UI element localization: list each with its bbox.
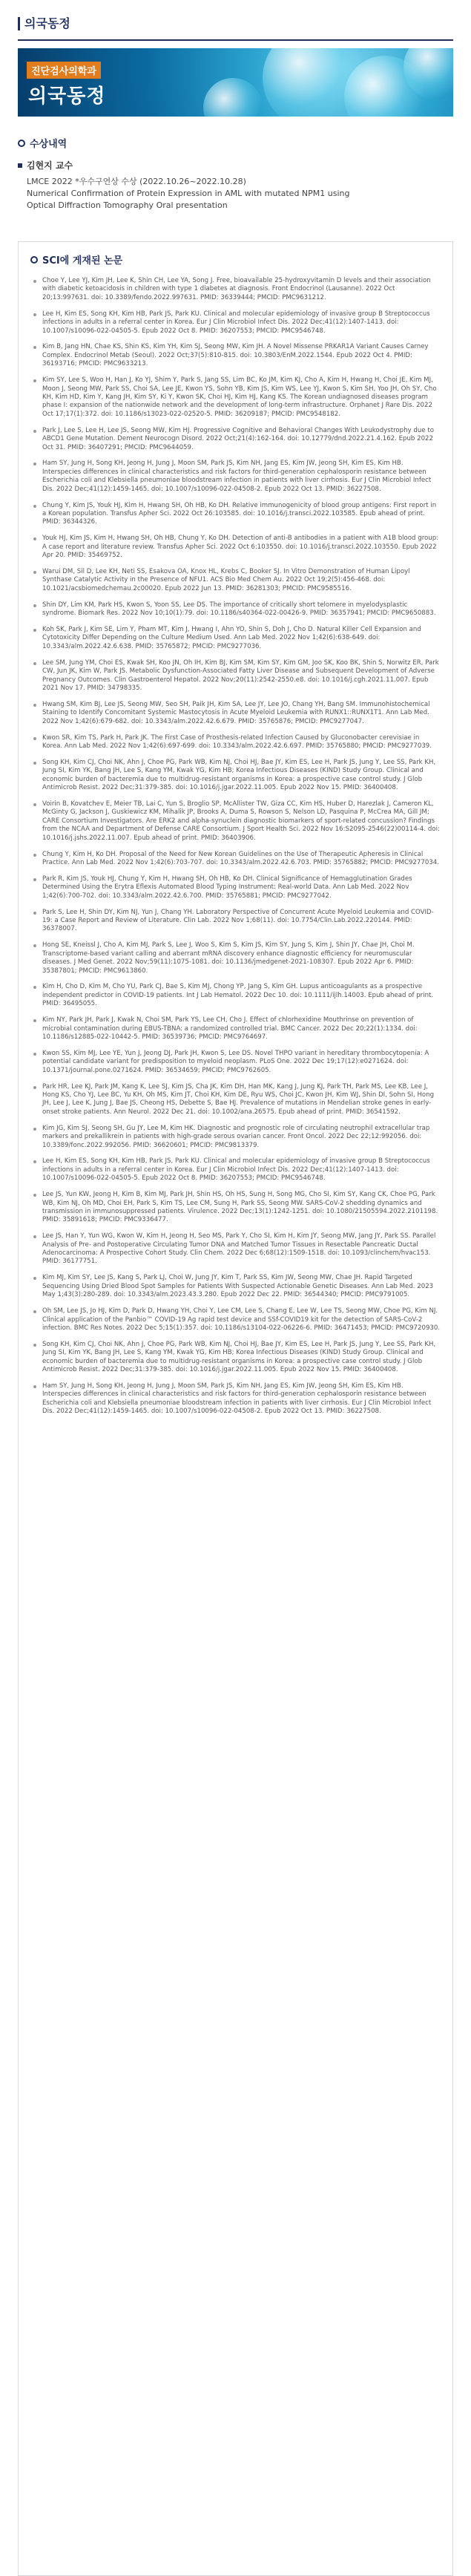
reference-item: Kim NY, Park JH, Park J, Kwak N, Choi SM, Park YS, Lee CH, Cho J. Effect of chlorhexidine Mouthrinse on prevention of microbial contamination during EBUS-TBNA: a randomized controlled trial. BMC Cancer. 2022 Dec 20;22(1):1334. doi: 10.1186/s12885-022-10442-5. PMID: 36539736; PMCID: PMC9764697. — [33, 1016, 441, 1042]
sci-heading-text: SCI에 게재된 논문 — [42, 255, 123, 267]
reference-item: Warui DM, Sil D, Lee KH, Neti SS, Esakova OA, Knox HL, Krebs C, Booker SJ. In Vitro Demonstration of Human Lipoyl Synthase Catalytic Activity in the Presence of NFU1. ACS Bio Med Chem Au. 2022 Oct 19;2(5):456-468. doi: 10.1021/acsbiomedchemau.2c00020. Epub 2022 Jun 13. PMID: 36281303; PMCID: PMC9585516. — [33, 568, 441, 593]
award-detail — [18, 176, 453, 212]
title-divider — [18, 39, 453, 41]
reference-item: Lee JS, Han Y, Yun WG, Kwon W, Kim H, Jeong H, Seo MS, Park Y, Cho SI, Kim H, Kim JY, Seong MW, Jang JY, Park SS. Parallel Analysis of Pre- and Postoperative Circulating Tumor DNA and Matched Tumor Tissues in Resectable Pancreatic Ductal Adenocarcinoma: A Prospective Cohort Study. Clin Chem. 2022 Dec 6;68(12):1509-1518. doi: 10.1093/clinchem/hvac153. PMID: 36177751. — [33, 1232, 441, 1266]
page-header — [0, 0, 471, 39]
reference-item: Choe Y, Lee YJ, Kim JH, Lee K, Shin CH, Lee YA, Song J. Free, bioavailable 25-hydroxyvitamin D levels and their association with diabetic ketoacidosis in children with type 1 diabetes at diagnosis. Front Endocrinol (Lausanne). 2022 Oct 20;13:997631. doi: 10.3389/fendo.2022.997631. PMID: 36339444; PMCID: PMC9631212. — [33, 277, 441, 302]
reference-item: Kim B, Jang HN, Chae KS, Shin KS, Kim YH, Kim SJ, Seong MW, Kim JH. A Novel Missense PRKAR1A Variant Causes Carney Complex. Endocrinol Metab (Seoul). 2022 Oct;37(5):810-815. doi: 10.3803/EnM.2022.1544. Epub 2022 Oct 4. PMID: 36193716; PMCID: PMC9633213. — [33, 343, 441, 368]
reference-item: Lee H, Kim ES, Song KH, Kim HB, Park JS, Park KU. Clinical and molecular epidemiology of invasive group B Streptococcus infections in adults in a referral center in Korea. Eur J Clin Microbiol Infect Dis. 2022 Dec;41(12):1407-1413. doi: 10.1007/s10096-022-04505-5. Epub 2022 Oct 8. PMID: 36207553; PMCID: PMC9546748. — [33, 310, 441, 336]
banner — [18, 48, 453, 117]
sci-heading — [30, 252, 441, 267]
awards-heading-text: 수상내역 — [30, 139, 67, 150]
banner-title: 의국동정 — [28, 85, 106, 108]
banner-tag: 진단검사의학과 — [27, 62, 101, 79]
awards-heading — [18, 136, 453, 150]
awards-section — [0, 136, 471, 212]
cell-graphic — [203, 78, 263, 117]
award-detail-line: Optical Diffraction Tomography Oral presentation — [27, 200, 228, 210]
reference-item: Song KH, Kim CJ, Choi NK, Ahn J, Choe PG, Park WB, Kim NJ, Choi HJ, Bae JY, Kim ES, Lee H, Park JS, Jung Y, Lee SS, Park KH, Jung SI, Kim YK, Bang JH, Lee S, Kang YM, Kwak YG, Kim HB; Korea Infectious Diseases (KIND) Study Group. Clinical and economic burden of bacteremia due to multidrug-resistant organisms in Korea: a prospective case control study. J Glob Antimicrob Resist. 2022 Dec;31:379-385. doi: 10.1016/j.jgar.2022.11.005. Epub 2022 Nov 15. PMID: 36400408. — [33, 1341, 441, 1375]
reference-item: Oh SM, Lee JS, Jo HJ, Kim D, Park D, Hwang YH, Choi Y, Lee CM, Lee S, Chang E, Lee W, Lee TS, Seong MW, Choe PG, Kim NJ. Clinical application of the Panbio™ COVID-19 Ag rapid test device and SSf-COVID19 kit for the detection of SARS-CoV-2 infection. BMC Res Notes. 2022 Dec 5;15(1):357. doi: 10.1186/s13104-022-06226-6. PMID: 36471453; PMCID: PMC9720930. — [33, 1307, 441, 1333]
reference-item: Voirin B, Kovatchev E, Meier TB, Lai C, Yun S, Broglio SP, McAllister TW, Giza CC, Kim HS, Huber D, Harezlak J, Cameron KL, McGinty G, Jackson J, Guskiewicz KM, Mihalik JP, Brooks A, Duma S, Rowson S, Nelson LD, Pasquina P, McCrea MA, Gill JM; CARE Consortium Investigators. Are ERK2 and alpha-synuclein diagnostic biomarkers of sport-related concussion? Findings from the NCAA and Department of Defense CARE Consortium. J Sport Health Sci. 2022 Nov 16:S2095-2546(22)00114-4. doi: 10.1016/j.jshs.2022.11.007. Epub ahead of print. PMID: 36403906. — [33, 800, 441, 843]
reference-item: Ham SY, Jung H, Song KH, Jeong H, Jung J, Moon SM, Park JS, Kim NH, Jang ES, Kim JW, Jeong SH, Kim ES, Kim HB. Interspecies differences in clinical characteristics and risk factors for third-generation cephalosporin resistance between Escherichia coli and Klebsiella pneumoniae bloodstream infection in patients with liver cirrhosis. Eur J Clin Microbiol Infect Dis. 2022 Dec;41(12):1459-1465. doi: 10.1007/s10096-022-04508-2. Epub 2022 Oct 13. PMID: 36227508. — [33, 1382, 441, 1416]
circle-bullet-icon — [18, 140, 25, 147]
reference-item: Kim JG, Kim SJ, Seong SH, Gu JY, Lee M, Kim HK. Diagnostic and prognostic role of circulating neutrophil extracellular trap markers and prekallikrein in patients with high-grade serous ovarian cancer. Front Oncol. 2022 Dec 22;12:992056. doi: 10.3389/fonc.2022.992056. PMID: 36620601; PMCID: PMC9813379. — [33, 1125, 441, 1150]
reference-item: Koh SK, Park J, Kim SE, Lim Y, Pham MT, Kim J, Hwang I, Ahn YO, Shin S, Doh J, Cho D. Natural Killer Cell Expansion and Cytotoxicity Differ Depending on the Culture Medium Used. Ann Lab Med. 2022 Nov 1;42(6):638-649. doi: 10.3343/alm.2022.42.6.638. PMID: 35765872; PMCID: PMC9277036. — [33, 626, 441, 651]
reference-item: Lee SM, Jung YM, Choi ES, Kwak SH, Koo JN, Oh IH, Kim BJ, Kim SM, Kim SY, Kim GM, Joo SK, Koo BK, Shin S, Norwitz ER, Park CW, Jun JK, Kim W, Park JS. Metabolic Dysfunction-Associated Fatty Liver Disease and Subsequent Development of Adverse Pregnancy Outcomes. Clin Gastroenterol Hepatol. 2022 Nov;20(11):2542-2550.e8. doi: 10.1016/j.cgh.2021.11.007. Epub 2021 Nov 17. PMID: 34798335. — [33, 659, 441, 693]
reference-item: Kim SY, Lee S, Woo H, Han J, Ko YJ, Shim Y, Park S, Jang SS, Lim BC, Ko JM, Kim KJ, Cho A, Kim H, Hwang H, Choi JE, Kim MJ, Moon J, Seong MW, Park SS, Choi SA, Lee JE, Kwon YS, Sohn YB, Kim JS, Kim WS, Lee YJ, Kwon S, Kim SH, Yoo JH, Oh SY, Cho KH, Kim HD, Kim Y, Kang JH, Kim SY, Ki Y, Kwon SK, Choi HJ, Kim HJ, Kang KS. The Korean undiagnosed diseases program phase I: expansion of the nationwide network and the development of long-term infrastructure. Orphanet J Rare Dis. 2022 Oct 17;17(1):372. doi: 10.1186/s13023-022-02520-5. PMID: 36209187; PMCID: PMC9548182. — [33, 376, 441, 419]
reference-item: Ham SY, Jung H, Song KH, Jeong H, Jung J, Moon SM, Park JS, Kim NH, Jang ES, Kim JW, Jeong SH, Kim ES, Kim HB. Interspecies differences in clinical characteristics and risk factors for third-generation cephalosporin resistance between Escherichia coli and Klebsiella pneumoniae bloodstream infection in patients with liver cirrhosis. Eur J Clin Microbiol Infect Dis. 2022 Dec;41(12):1459-1465. doi: 10.1007/s10096-022-04508-2. Epub 2022 Oct 13. PMID: 36227508. — [33, 460, 441, 494]
reference-item: Lee JS, Yun KW, Jeong H, Kim B, Kim MJ, Park JH, Shin HS, Oh HS, Sung H, Song MG, Cho SI, Kim SY, Kang CK, Choe PG, Park WB, Kim NJ, Oh MD, Choi EH, Park S, Kim TS, Lee CM, Sung H, Park SS, Seong MW. SARS-CoV-2 shedding dynamics and transmission in immunosuppressed patients. Virulence. 2022 Dec;13(1):1242-1251. doi: 10.1080/21505594.2022.2101198. PMID: 35891618; PMCID: PMC9336477. — [33, 1191, 441, 1225]
award-detail-line: LMCE 2022 *우수구연상 수상 (2022.10.26~2022.10.28) — [27, 177, 246, 186]
reference-item: Hong SE, Kneissl J, Cho A, Kim MJ, Park S, Lee J, Woo S, Kim S, Kim JS, Kim SY, Jung S, Kim J, Shin JY, Chae JH, Choi M. Transcriptome-based variant calling and aberrant mRNA discovery enhance diagnostic efficiency for neuromuscular diseases. J Med Genet. 2022 Nov;59(11):1075-1081. doi: 10.1136/jmedgenet-2021-108307. Epub 2022 Apr 6. PMID: 35387801; PMCID: PMC9613860. — [33, 941, 441, 975]
reference-item: Hwang SM, Kim BJ, Lee JS, Seong MW, Seo SH, Paik JH, Kim SA, Lee JY, Lee JO, Chang YH, Bang SM. Immunohistochemical Staining to Identify Concomitant Systemic Mastocytosis in Acute Myeloid Leukemia with RUNX1::RUNX1T1. Ann Lab Med. 2022 Nov 1;42(6):679-682. doi: 10.3343/alm.2022.42.6.679. PMID: 35765876; PMCID: PMC9277047. — [33, 701, 441, 726]
reference-item: Park J, Lee S, Lee H, Lee JS, Seong MW, Kim HJ. Progressive Cognitive and Behavioral Changes With Leukodystrophy due to ABCD1 Gene Mutation. Dement Neurocogn Disord. 2022 Oct;21(4):162-164. doi: 10.12779/dnd.2022.21.4.162. Epub 2022 Oct 31. PMID: 36407291; PMCID: PMC9644059. — [33, 427, 441, 452]
reference-list — [30, 277, 441, 1416]
reference-item: Chung Y, Kim H, Ko DH. Proposal of the Need for New Korean Guidelines on the Use of Therapeutic Apheresis in Clinical Practice. Ann Lab Med. 2022 Nov 1;42(6):703-707. doi: 10.3343/alm.2022.42.6.703. PMID: 35765882; PMCID: PMC9277034. — [33, 851, 441, 868]
reference-item: Youk HJ, Kim JS, Kim H, Hwang SH, Oh HB, Chung Y, Ko DH. Detection of anti-B antibodies in a patient with A1B blood group: A case report and literature review. Transfus Apher Sci. 2022 Oct 6:103550. doi: 10.1016/j.transci.2022.103550. Epub 2022 Apr 20. PMID: 35469752. — [33, 535, 441, 560]
reference-item: Kim MJ, Kim SY, Lee JS, Kang S, Park LJ, Choi W, Jung JY, Kim T, Park SS, Kim JW, Seong MW, Chae JH. Rapid Targeted Sequencing Using Dried Blood Spot Samples for Patients With Suspected Actionable Genetic Diseases. Ann Lab Med. 2023 May 1;43(3):280-289. doi: 10.3343/alm.2023.43.3.280. Epub 2022 Dec 22. PMID: 36544340; PMCID: PMC9791005. — [33, 1274, 441, 1299]
reference-item: Park R, Kim JS, Youk HJ, Chung Y, Kim H, Hwang SH, Oh HB, Ko DH. Clinical Significance of Hemagglutination Grades Determined Using the Erytra Eflexis Automated Blood Typing Instrument: Real-world Data. Ann Lab Med. 2022 Nov 1;42(6):700-702. doi: 10.3343/alm.2022.42.6.700. PMID: 35765881; PMCID: PMC9277042. — [33, 875, 441, 900]
square-bullet-icon — [18, 163, 22, 168]
award-name-text: 김현지 교수 — [27, 160, 73, 171]
reference-item: Park S, Lee H, Shin DY, Kim NJ, Yun J, Chang YH. Laboratory Perspective of Concurrent Acute Myeloid Leukemia and COVID-19: a Case Report and Review of Literature. Clin Lab. 2022 Nov 1;68(11). doi: 10.7754/Clin.Lab.2022.220144. PMID: 36378007. — [33, 909, 441, 934]
sci-papers-box — [18, 241, 453, 2576]
reference-item: Shin DY, Lim KM, Park HS, Kwon S, Yoon SS, Lee DS. The importance of critically short telomere in myelodysplastic syndrome. Biomark Res. 2022 Nov 10;10(1):79. doi: 10.1186/s40364-022-00426-9. PMID: 36357941; PMCID: PMC9650883. — [33, 601, 441, 618]
page-title: 의국동정 — [18, 17, 70, 30]
award-name — [18, 159, 453, 171]
award-list — [18, 159, 453, 212]
reference-item: Chung Y, Kim JS, Youk HJ, Kim H, Hwang SH, Oh HB, Ko DH. Relative immunogenicity of blood group antigens: First report in a Korean population. Transfus Apher Sci. 2022 Oct 26:103585. doi: 10.1016/j.transci.2022.103585. Epub ahead of print. PMID: 36344326. — [33, 502, 441, 527]
reference-item: Kim H, Cho D, Kim M, Cho YU, Park CJ, Bae S, Kim MJ, Chong YP, Jang S, Kim GH. Lupus anticoagulants as a prospective independent predictor in COVID-19 patients. Int J Lab Hematol. 2022 Dec 10. doi: 10.1111/ijlh.14003. Epub ahead of print. PMID: 36495055. — [33, 983, 441, 1008]
reference-item: Kwon SR, Kim TS, Park H, Park JK. The First Case of Prosthesis-related Infection Caused by Gluconobacter cerevisiae in Korea. Ann Lab Med. 2022 Nov 1;42(6):697-699. doi: 10.3343/alm.2022.42.6.697. PMID: 35765880; PMCID: PMC9277039. — [33, 734, 441, 751]
reference-item: Lee H, Kim ES, Song KH, Kim HB, Park JS, Park KU. Clinical and molecular epidemiology of invasive group B Streptococcus infections in adults in a referral center in Korea. Eur J Clin Microbiol Infect Dis. 2022 Dec;41(12):1407-1413. doi: 10.1007/s10096-022-04505-5. Epub 2022 Oct 8. PMID: 36207553; PMCID: PMC9546748. — [33, 1157, 441, 1183]
award-detail-line: Numerical Confirmation of Protein Expression in AML with mutated NPM1 using — [27, 189, 350, 198]
circle-bullet-icon — [30, 256, 38, 264]
reference-item: Park HR, Lee KJ, Park JM, Kang K, Lee SJ, Kim JS, Cha JK, Kim DH, Han MK, Kang J, Jung KJ, Park TH, Park MS, Lee KB, Lee J, Hong KS, Cho YJ, Lee BC, Yu KH, Oh MS, Kim JT, Choi KH, Kim DE, Ryu WS, Choi JC, Kwon JH, Kim WJ, Shin DI, Sohn SI, Hong JH, Lee J, Lee K, Jung J, Bae JS, Cheong HS, Debette S, Bae HJ. Prevalence of mutations in Mendelian stroke genes in early-onset stroke patients. Ann Neurol. 2022 Dec 21. doi: 10.1002/ana.26575. Epub ahead of print. PMID: 36541592. — [33, 1083, 441, 1117]
reference-item: Song KH, Kim CJ, Choi NK, Ahn J, Choe PG, Park WB, Kim NJ, Choi HJ, Bae JY, Kim ES, Lee H, Park JS, Jung Y, Lee SS, Park KH, Jung SI, Kim YK, Bang JH, Lee S, Kang YM, Kwak YG, Kim HB; Korea Infectious Diseases (KIND) Study Group. Clinical and economic burden of bacteremia due to multidrug-resistant organisms in Korea: a prospective case control study. J Glob Antimicrob Resist. 2022 Dec;31:379-385. doi: 10.1016/j.jgar.2022.11.005. Epub 2022 Nov 15. PMID: 36400408. — [33, 759, 441, 793]
reference-item: Kwon SS, Kim MJ, Lee YE, Yun J, Jeong DJ, Park JH, Kwon S, Lee DS. Novel THPO variant in hereditary thrombocytopenia: A potential candidate variant for predisposition to myeloid neoplasm. PLoS One. 2022 Dec 19;17(12):e0271624. doi: 10.1371/journal.pone.0271624. PMID: 36534659; PMCID: PMC9762605. — [33, 1050, 441, 1075]
